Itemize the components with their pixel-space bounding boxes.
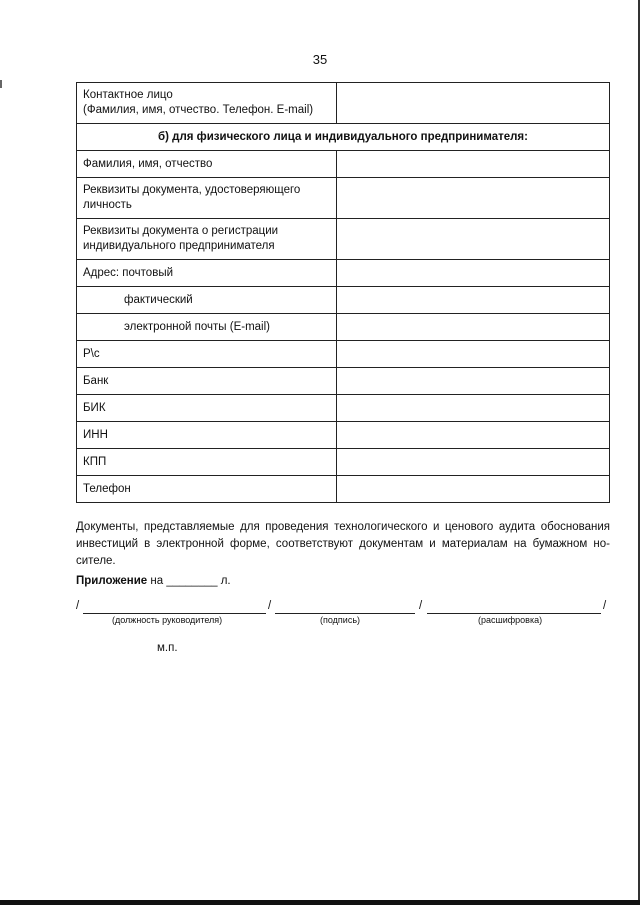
row-kpp-value[interactable] <box>337 449 610 476</box>
slash-separator: / <box>419 600 423 612</box>
table-row <box>77 395 610 422</box>
row-kpp-label: КПП <box>77 449 337 476</box>
signature-block <box>76 600 610 616</box>
row-id-document-value[interactable] <box>337 178 610 219</box>
caption-position: (должность руководителя) <box>112 615 223 625</box>
page-number: 35 <box>312 52 328 67</box>
applicant-details-table <box>76 82 610 503</box>
section-b-heading: б) для физического лица и индивидуального предпринимателя: <box>77 124 610 151</box>
row-email-label: электронной почты (E-mail) <box>77 314 337 341</box>
signature-line[interactable] <box>275 613 415 614</box>
table-row <box>77 287 610 314</box>
table-row <box>77 422 610 449</box>
row-actual-address-label: фактический <box>77 287 337 314</box>
row-full-name-value[interactable] <box>337 151 610 178</box>
contact-person-value[interactable] <box>337 83 610 124</box>
attachment-label: Приложение <box>76 575 148 587</box>
table-row <box>77 83 610 124</box>
row-account-value[interactable] <box>337 341 610 368</box>
row-bank-value[interactable] <box>337 368 610 395</box>
row-inn-value[interactable] <box>337 422 610 449</box>
caption-decoding: (расшифровка) <box>478 615 543 625</box>
row-bik-label: БИК <box>77 395 337 422</box>
scan-bottom-border <box>0 900 640 905</box>
slash-separator: / <box>76 600 80 612</box>
attachment-line <box>76 575 231 587</box>
row-bank-label: Банк <box>77 368 337 395</box>
id-document-label-line2: личность <box>83 199 132 211</box>
id-document-label-line1: Реквизиты документа, удостоверяющего <box>83 184 301 196</box>
scan-edge-mark <box>0 80 2 88</box>
row-inn-label: ИНН <box>77 422 337 449</box>
table-row <box>77 449 610 476</box>
table-row <box>77 314 610 341</box>
contact-label-line1: Контактное лицо <box>83 89 173 101</box>
slash-separator: / <box>268 600 272 612</box>
slash-separator: / <box>603 600 607 612</box>
conformity-statement: Документы, представляемые для проведения технологического и ценового аудита обоснования инвестиций в электронной форме, соответствуют документам и материалам на бумажном но-сителе. <box>76 521 610 567</box>
row-postal-address-value[interactable] <box>337 260 610 287</box>
row-phone-value[interactable] <box>337 476 610 503</box>
table-row <box>77 476 610 503</box>
table-row <box>77 178 610 219</box>
caption-signature: (подпись) <box>320 615 361 625</box>
attachment-pages: на ________ л. <box>150 575 231 587</box>
row-phone-label: Телефон <box>77 476 337 503</box>
registration-label-line2: индивидуального предпринимателя <box>83 240 275 252</box>
row-registration-label <box>77 219 337 260</box>
contact-label-line2: (Фамилия, имя, отчество. Телефон. E-mail) <box>83 104 314 116</box>
row-account-label: Р\с <box>77 341 337 368</box>
registration-label-line1: Реквизиты документа о регистрации <box>83 225 279 237</box>
row-registration-value[interactable] <box>337 219 610 260</box>
table-row <box>77 124 610 151</box>
row-full-name-label: Фамилия, имя, отчество <box>77 151 337 178</box>
row-bik-value[interactable] <box>337 395 610 422</box>
contact-person-label <box>77 83 337 124</box>
row-id-document-label <box>77 178 337 219</box>
decoding-signature-line[interactable] <box>427 613 601 614</box>
table-row <box>77 151 610 178</box>
table-row <box>77 219 610 260</box>
row-email-value[interactable] <box>337 314 610 341</box>
table-row <box>77 260 610 287</box>
table-row <box>77 341 610 368</box>
row-postal-address-label: Адрес: почтовый <box>77 260 337 287</box>
table-row <box>77 368 610 395</box>
position-signature-line[interactable] <box>83 613 266 614</box>
stamp-place: м.п. <box>157 642 178 654</box>
row-actual-address-value[interactable] <box>337 287 610 314</box>
